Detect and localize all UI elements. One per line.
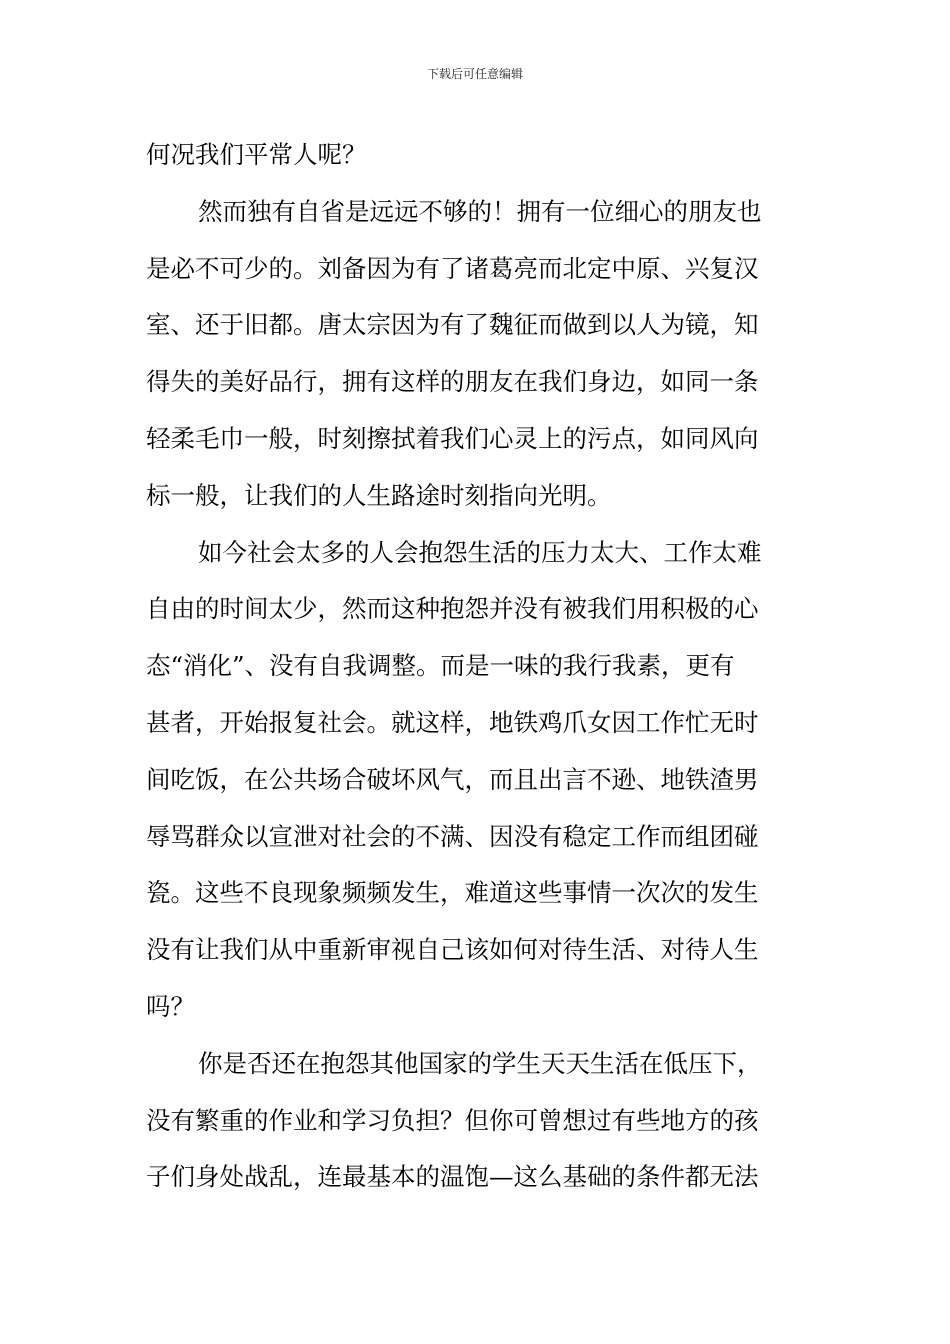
text-line: 室、还于旧都。唐太宗因为有了魏征而做到以人为镜，知 <box>146 310 759 340</box>
text-line: 自由的时间太少，然而这种抱怨并没有被我们用积极的心 <box>146 594 759 624</box>
text-line: 没有让我们从中重新审视自己该如何对待生活、对待人生 <box>146 935 759 965</box>
page-header: 下载后可任意编辑 <box>426 67 523 81</box>
text-line: 子们身处战乱，连最基本的温饱—这么基础的条件都无法 <box>146 1162 759 1192</box>
text-line: 辱骂群众以宣泄对社会的不满、因没有稳定工作而组团碰 <box>146 821 759 851</box>
paragraph-first-line: 如今社会太多的人会抱怨生活的压力太大、工作太难 <box>198 537 762 567</box>
text-line: 标一般，让我们的人生路途时刻指向光明。 <box>146 480 612 510</box>
document-body <box>146 127 808 1206</box>
text-line: 何况我们平常人呢？ <box>146 140 367 169</box>
text-line: 间吃饭，在公共场合破坏风气，而且出言不逊、地铁渣男 <box>146 764 759 794</box>
text-line: 甚者，开始报复社会。就这样，地铁鸡爪女因工作忙无时 <box>146 707 759 737</box>
text-line: 没有繁重的作业和学习负担？但你可曾想过有些地方的孩 <box>146 1105 759 1135</box>
text-line: 轻柔毛巾一般，时刻擦拭着我们心灵上的污点，如同风向 <box>146 423 759 453</box>
text-line: 是必不可少的。刘备因为有了诸葛亮而北定中原、兴复汉 <box>146 253 759 283</box>
text-line: 得失的美好品行，拥有这样的朋友在我们身边，如同一条 <box>146 367 759 397</box>
text-line: 吗？ <box>146 991 195 1021</box>
text-line: 态“消化”、没有自我调整。而是一味的我行我素，更有 <box>146 651 735 681</box>
text-line: 瓷。这些不良现象频频发生，难道这些事情一次次的发生 <box>146 878 759 908</box>
paragraph-first-line: 你是否还在抱怨其他国家的学生天天生活在低压下， <box>198 1048 762 1078</box>
paragraph-first-line: 然而独有自省是远远不够的！拥有一位细心的朋友也 <box>198 196 762 226</box>
